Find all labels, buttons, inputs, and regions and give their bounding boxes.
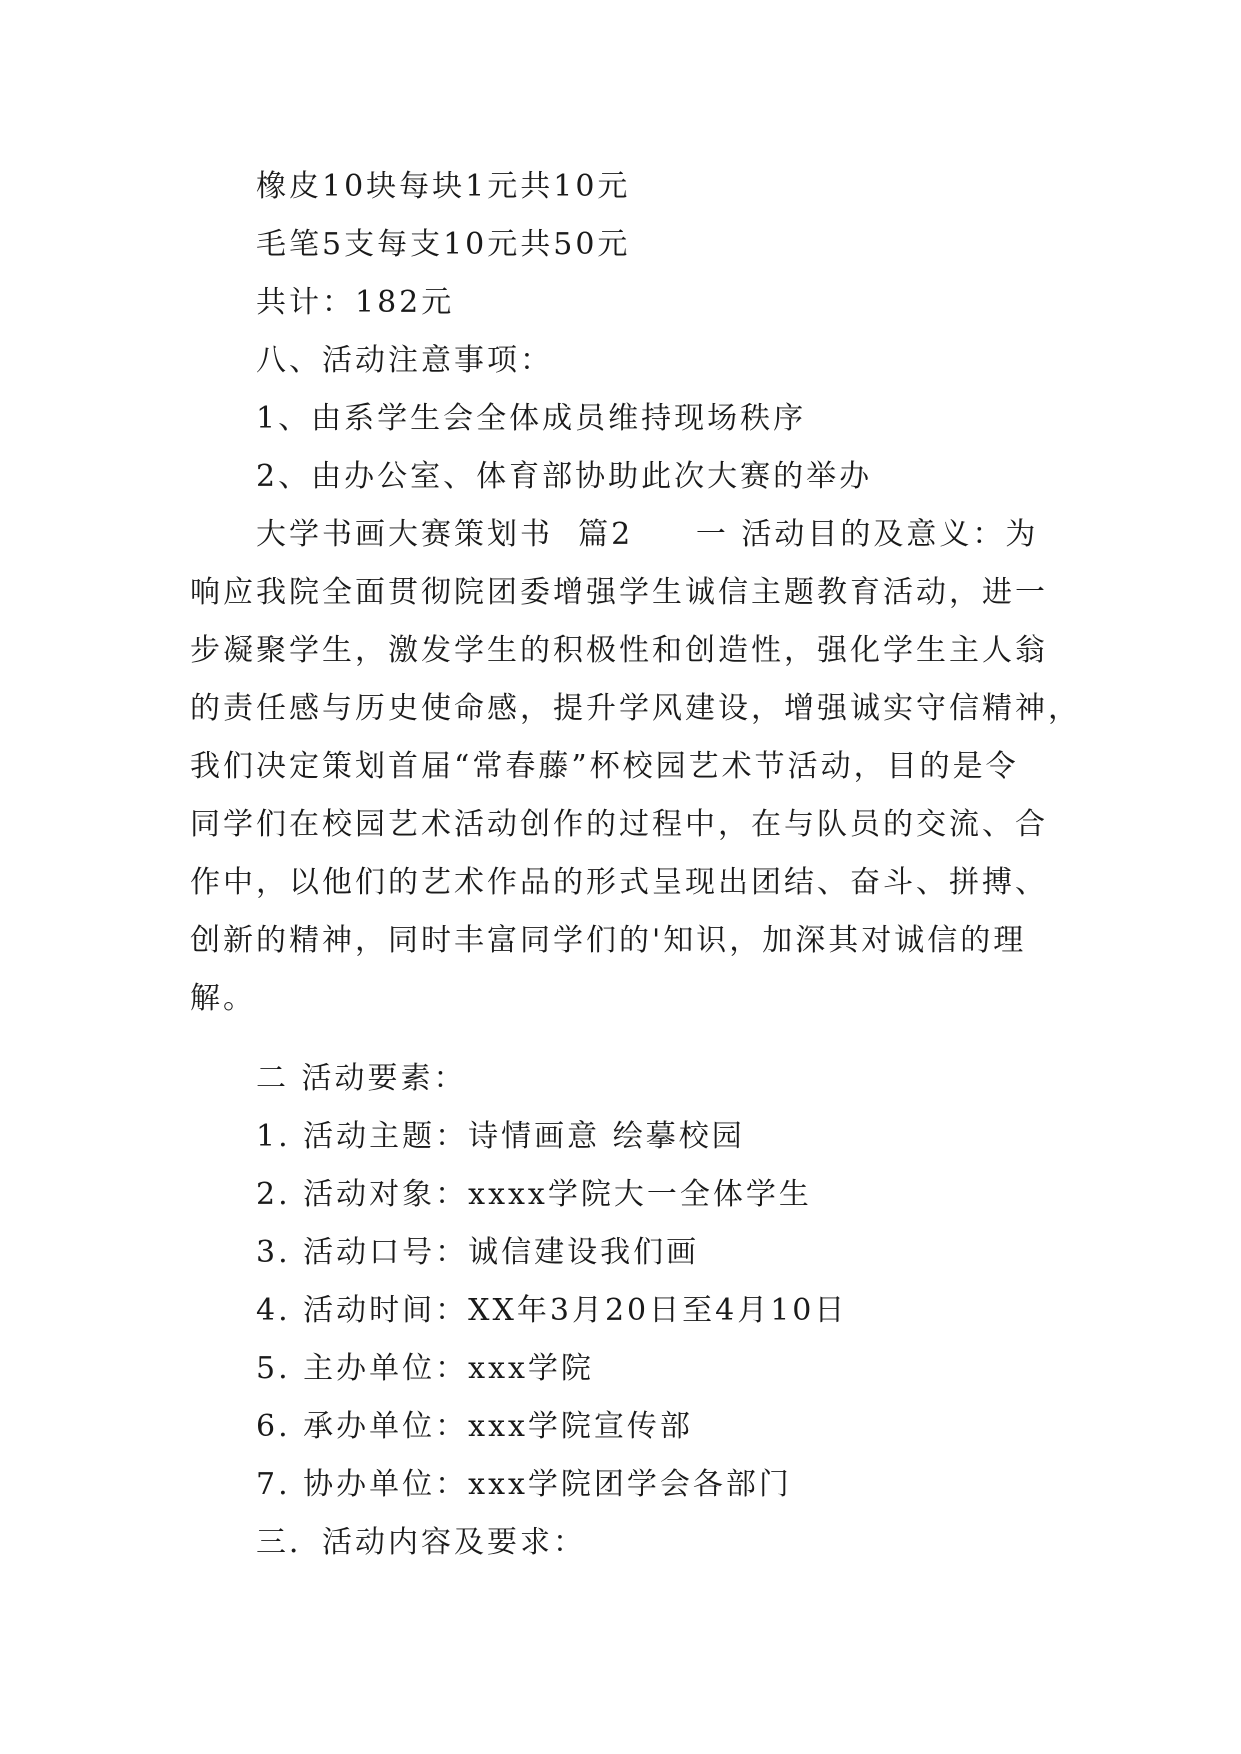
budget-item-eraser: 橡皮10块每块1元共10元	[256, 169, 631, 204]
element-item-co-organizer: 7. 协办单位：xxx学院团学会各部门	[256, 1467, 792, 1502]
note-item: 1、由系学生会全体成员维持现场秩序	[256, 401, 807, 436]
element-item-organizer: 5. 主办单位：xxx学院	[256, 1351, 594, 1386]
element-item-time: 4. 活动时间：XX年3月20日至4月10日	[256, 1293, 848, 1328]
budget-item-brush: 毛笔5支每支10元共50元	[256, 227, 631, 262]
purpose-paragraph-line: 响应我院全面贯彻院团委增强学生诚信主题教育活动，进一	[190, 575, 1048, 610]
document-body	[190, 158, 1081, 1572]
spacer	[190, 1028, 1060, 1050]
purpose-paragraph-line: 创新的精神，同时丰富同学们的'知识，加深其对诚信的理	[190, 923, 1027, 958]
element-item-host: 6. 承办单位：xxx学院宣传部	[256, 1409, 693, 1444]
purpose-paragraph-line: 作中，以他们的艺术作品的形式呈现出团结、奋斗、拼搏、	[190, 865, 1048, 900]
purpose-paragraph-line: 我们决定策划首届“常春藤”杯校园艺术节活动，目的是令	[190, 749, 1019, 784]
purpose-paragraph-line: 的责任感与历史使命感，提升学风建设，增强诚实守信精神，	[190, 691, 1081, 726]
notes-heading: 八、活动注意事项：	[256, 343, 553, 378]
element-item-audience: 2. 活动对象：xxxx学院大一全体学生	[256, 1177, 812, 1212]
purpose-paragraph-line: 步凝聚学生，激发学生的积极性和创造性，强化学生主人翁	[190, 633, 1048, 668]
budget-total: 共计：182元	[256, 285, 455, 320]
note-item: 2、由办公室、体育部协助此次大赛的举办	[256, 459, 873, 494]
purpose-paragraph-line: 同学们在校园艺术活动创作的过程中，在与队员的交流、合	[190, 807, 1048, 842]
section2-title-line: 大学书画大赛策划书 篇2 一 活动目的及意义：为	[256, 517, 1039, 552]
elements-heading: 二 活动要素：	[256, 1061, 467, 1096]
element-item-theme: 1. 活动主题：诗情画意 绘摹校园	[256, 1119, 745, 1154]
element-item-slogan: 3. 活动口号：诚信建设我们画	[256, 1235, 700, 1270]
purpose-paragraph-line: 解。	[190, 981, 256, 1016]
content-heading: 三．活动内容及要求：	[256, 1525, 586, 1560]
